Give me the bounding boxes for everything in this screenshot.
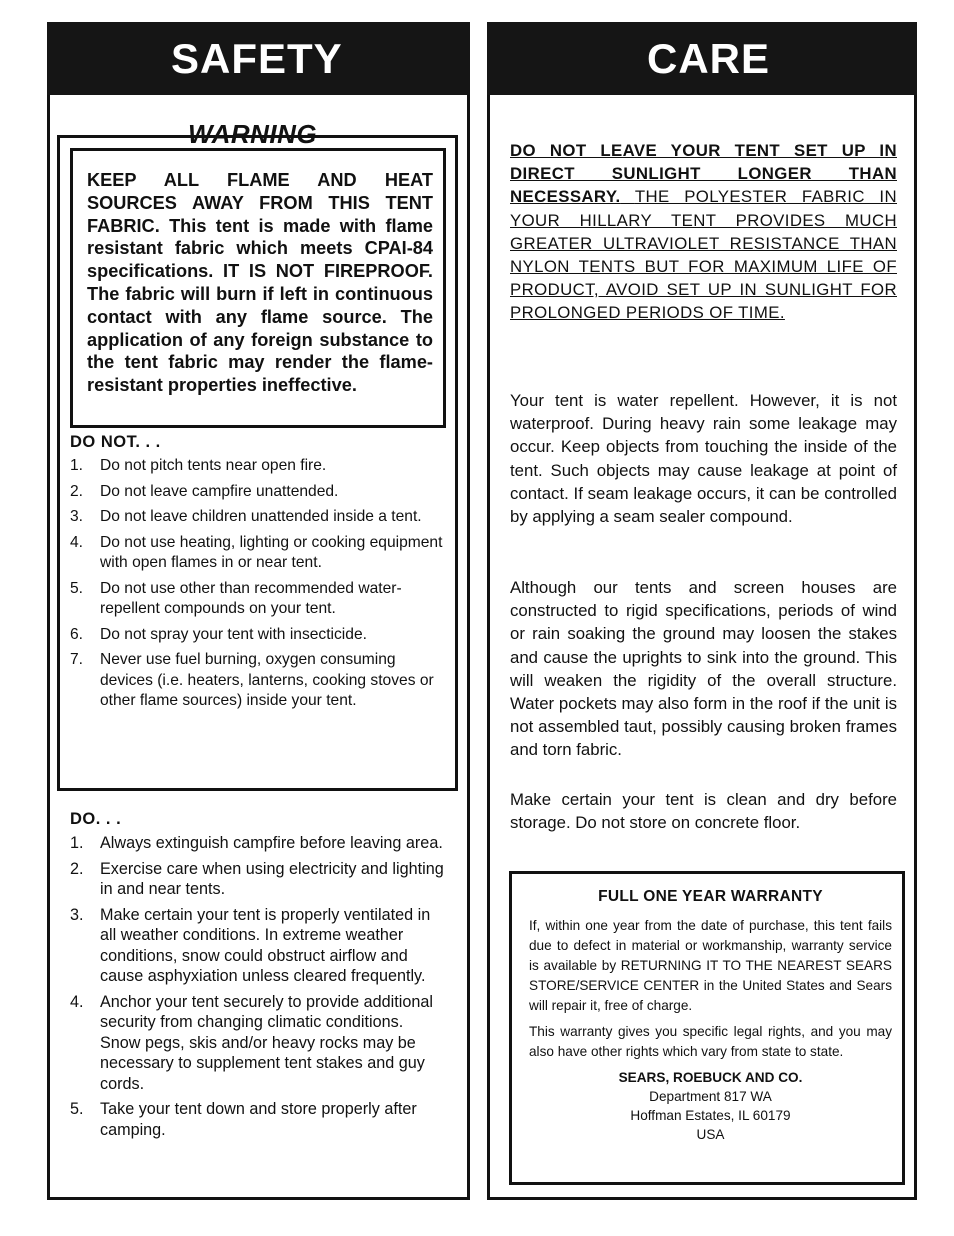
list-item-number: 6.: [70, 625, 84, 643]
structure-paragraph: Although our tents and screen houses are constructed to rigid specifications, periods of wind or rain soaking the ground may loosen the stakes and cause the uprights to sink into the ground. This will weaken the rigidity of the overall structure. Water pockets may also form in the roof if the unit is not assembled taut, possibly causing broken frames and torn fabric.: [510, 578, 897, 760]
storage-paragraph: Make certain your tent is clean and dry before storage. Do not store on concrete floor.: [510, 790, 897, 833]
sunlight-caution-bold: DO NOT LEAVE YOUR TENT SET UP IN DIRECT SUNLIGHT LONGER THAN NECESSARY.: [510, 141, 897, 207]
sunlight-caution-detail: THE POLYESTER FABRIC IN YOUR HILLARY TENT PROVIDES MUCH GREATER ULTRAVIOLET RESISTANCE THAN NYLON TENTS BUT FOR MAXIMUM LIFE OF PRODUCT, AVOID SET UP IN SUNLIGHT FOR PROLONGED PERIODS OF TIME.: [510, 187, 897, 323]
list-item-number: 4.: [70, 992, 84, 1011]
do-heading: DO. . .: [70, 810, 122, 828]
company-name: SEARS, ROEBUCK AND CO.: [618, 1070, 803, 1085]
list-item-number: 7.: [70, 651, 84, 668]
warranty-box: [509, 871, 905, 1185]
care-column: [487, 22, 917, 1200]
list-item-text: Do not leave children unattended inside a tent.: [100, 508, 422, 525]
list-item: [70, 507, 448, 528]
water-repellent-paragraph: Your tent is water repellent. However, it is not waterproof. During heavy rain some leakage may occur. Keep objects from touching the inside of the tent. Such objects may cause leakage at point of contact. If seam leakage occurs, it can be controlled by applying a seam sealer compound.: [510, 391, 897, 527]
company-country: USA: [696, 1127, 725, 1142]
care-header-band: [487, 22, 917, 95]
list-item: [70, 833, 448, 854]
warranty-terms: If, within one year from the date of purchase, this tent fails due to defect in material or workmanship, warranty service is available by RETURNING IT TO THE NEAREST SEARS STORE/SERVICE CENTER in the United States and Sears will repair it, free of charge.: [529, 918, 892, 1013]
list-item-text: Do not use other than recommended water-repellent compounds on your tent.: [100, 579, 402, 617]
company-city: Hoffman Estates, IL 60179: [630, 1108, 791, 1123]
do-not-list: [70, 456, 448, 717]
list-item-number: 4.: [70, 533, 84, 551]
list-item-number: 3.: [70, 905, 84, 924]
list-item: [70, 625, 448, 646]
sunlight-caution: [510, 139, 897, 325]
list-item: [70, 859, 448, 900]
list-item-text: Exercise care when using electricity and lighting in and near tents.: [100, 859, 444, 898]
do-not-heading: DO NOT. . .: [70, 433, 161, 451]
list-item: [70, 905, 448, 987]
list-item-number: 1.: [70, 834, 84, 852]
list-item: [70, 579, 448, 620]
list-item-number: 3.: [70, 508, 84, 525]
list-item-number: 2.: [70, 482, 84, 500]
list-item-text: Do not spray your tent with insecticide.: [100, 625, 367, 643]
safety-heading: SAFETY: [171, 35, 343, 82]
safety-column: [47, 22, 470, 1200]
list-item-number: 5.: [70, 1100, 84, 1118]
warranty-address: [529, 1068, 892, 1144]
list-item: [70, 650, 448, 712]
do-list: [70, 833, 448, 1145]
company-department: Department 817 WA: [649, 1089, 772, 1104]
list-item-text: Take your tent down and store properly after camping.: [100, 1100, 417, 1139]
list-item-text: Do not leave campfire unattended.: [100, 482, 339, 500]
list-item: [70, 1099, 448, 1140]
list-item-text: Always extinguish campfire before leaving area.: [100, 834, 443, 852]
list-item-number: 1.: [70, 457, 84, 474]
warning-title: WARNING: [188, 119, 318, 149]
list-item-text: Never use fuel burning, oxygen consuming devices (i.e. heaters, lanterns, cooking stoves or other flame sources) inside your tent.: [100, 651, 434, 709]
list-item-text: Anchor your tent securely to provide additional security from changing climatic conditions. Snow pegs, skis and/or heavy rocks may be necessary to supplement tent stakes and guy cords.: [100, 992, 433, 1093]
list-item-number: 5.: [70, 579, 84, 597]
list-item-text: Make certain your tent is properly ventilated in all weather conditions. In extreme weather conditions, snow could obstruct airflow and cause asphyxiation unless cleared frequently.: [100, 905, 431, 985]
flame-warning-text: KEEP ALL FLAME AND HEAT SOURCES AWAY FROM THIS TENT FABRIC. This tent is made with flame resistant fabric which meets CPAI-84 specifications. IT IS NOT FIREPROOF. The fabric will burn if left in continuous contact with any flame source. The application of any foreign substance to the tent fabric may render the flame-resistant properties ineffective.: [87, 170, 433, 396]
care-heading: CARE: [647, 35, 771, 82]
list-item-text: Do not use heating, lighting or cooking equipment with open flames in or near tent.: [100, 533, 443, 571]
list-item: [70, 533, 448, 574]
list-item-text: Do not pitch tents near open fire.: [100, 457, 327, 474]
safety-header-band: [47, 22, 470, 95]
list-item: [70, 992, 448, 1095]
list-item: [70, 456, 448, 477]
warranty-title: FULL ONE YEAR WARRANTY: [598, 888, 823, 905]
flame-warning-box: [70, 148, 446, 428]
list-item: [70, 482, 448, 503]
warranty-rights: This warranty gives you specific legal rights, and you may also have other rights which vary from state to state.: [529, 1024, 892, 1059]
list-item-number: 2.: [70, 859, 84, 878]
